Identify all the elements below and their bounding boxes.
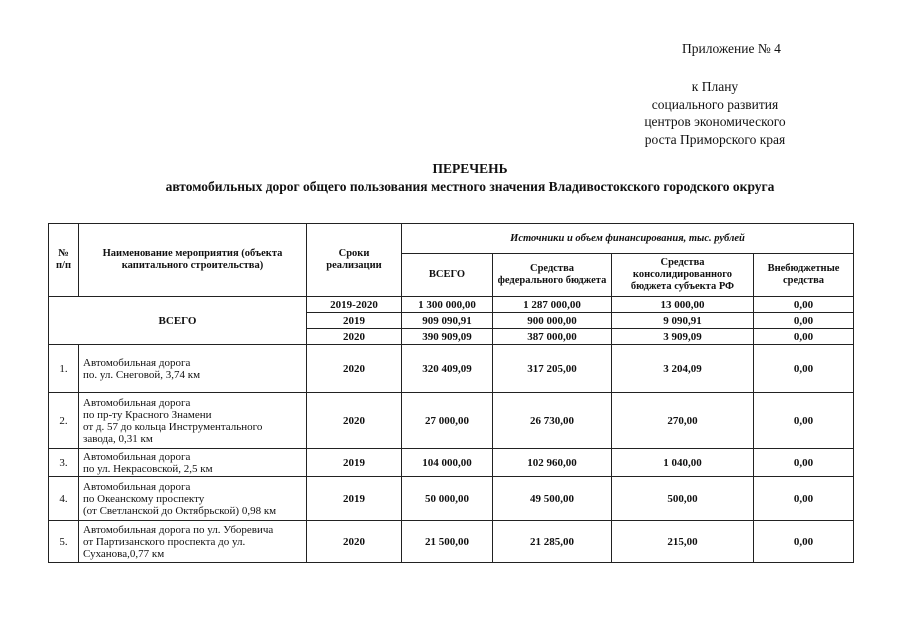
roads-table <box>48 223 854 563</box>
cell-name <box>79 393 307 449</box>
cell-total: 21 500,00 <box>402 521 493 563</box>
cell-period: 2019-2020 <box>307 297 402 313</box>
cell-num: 2. <box>49 393 79 449</box>
cell-num: 3. <box>49 449 79 477</box>
table-row <box>49 477 854 521</box>
name-line: завода, 0,31 км <box>83 432 153 445</box>
cell-regional: 500,00 <box>612 477 754 521</box>
cell-period: 2020 <box>307 345 402 393</box>
cell-num: 4. <box>49 477 79 521</box>
name-line: Суханова,0,77 км <box>83 547 165 560</box>
cell-name <box>79 521 307 563</box>
cell-total: 1 300 000,00 <box>402 297 493 313</box>
cell-period: 2019 <box>307 313 402 329</box>
table-row <box>49 345 854 393</box>
cell-federal: 900 000,00 <box>493 313 612 329</box>
cell-extra: 0,00 <box>754 477 854 521</box>
name-line: по. ул. Снеговой, 3,74 км <box>83 368 201 381</box>
cell-regional: 1 040,00 <box>612 449 754 477</box>
appendix-number: Приложение № 4 <box>682 41 781 56</box>
cell-extra: 0,00 <box>754 521 854 563</box>
cell-total: 390 909,09 <box>402 329 493 345</box>
cell-regional: 3 204,09 <box>612 345 754 393</box>
cell-federal: 26 730,00 <box>493 393 612 449</box>
cell-extra: 0,00 <box>754 393 854 449</box>
plan-reference <box>630 78 800 148</box>
plan-line: к Плану <box>691 79 739 94</box>
name-line: по Океанскому проспекту <box>83 492 205 505</box>
cell-federal: 317 205,00 <box>493 345 612 393</box>
cell-total: 909 090,91 <box>402 313 493 329</box>
cell-num: 5. <box>49 521 79 563</box>
total-label: ВСЕГО <box>49 297 307 345</box>
cell-extra: 0,00 <box>754 449 854 477</box>
name-line: по ул. Некрасовской, 2,5 км <box>83 462 213 475</box>
plan-line: роста Приморского края <box>644 131 786 147</box>
name-line: Автомобильная дорога <box>83 396 191 409</box>
cell-total: 27 000,00 <box>402 393 493 449</box>
cell-extra: 0,00 <box>754 297 854 313</box>
cell-period: 2019 <box>307 449 402 477</box>
table-row <box>49 393 854 449</box>
cell-federal: 21 285,00 <box>493 521 612 563</box>
cell-regional: 3 909,09 <box>612 329 754 345</box>
cell-federal: 49 500,00 <box>493 477 612 521</box>
cell-period: 2020 <box>307 329 402 345</box>
cell-num: 1. <box>49 345 79 393</box>
name-line: Автомобильная дорога по ул. Уборевича <box>83 523 274 536</box>
name-line: Автомобильная дорога <box>83 450 191 463</box>
col-header-federal: Средства федерального бюджета <box>493 254 612 297</box>
cell-period: 2020 <box>307 521 402 563</box>
name-line: по пр-ту Красного Знамени <box>83 408 212 421</box>
col-header-terms: Сроки реализации <box>307 224 402 297</box>
cell-regional: 270,00 <box>612 393 754 449</box>
col-header-extrabudget: Внебюджетные средства <box>754 254 854 297</box>
col-header-name: Наименование мероприятия (объекта капитального строительства) <box>79 224 307 297</box>
table-row <box>49 521 854 563</box>
cell-federal: 1 287 000,00 <box>493 297 612 313</box>
cell-extra: 0,00 <box>754 329 854 345</box>
cell-period: 2019 <box>307 477 402 521</box>
cell-total: 50 000,00 <box>402 477 493 521</box>
cell-extra: 0,00 <box>754 345 854 393</box>
plan-line: социального развития <box>651 96 779 112</box>
cell-period: 2020 <box>307 393 402 449</box>
document-title: ПЕРЕЧЕНЬ <box>432 161 508 176</box>
table-row <box>49 449 854 477</box>
cell-extra: 0,00 <box>754 313 854 329</box>
cell-regional: 215,00 <box>612 521 754 563</box>
name-line: от Партизанского проспекта до ул. <box>83 535 246 548</box>
cell-regional: 13 000,00 <box>612 297 754 313</box>
cell-name <box>79 477 307 521</box>
cell-name <box>79 449 307 477</box>
plan-line: центров экономического <box>644 114 786 129</box>
col-header-regional: Средства консолидированного бюджета субъекта РФ <box>612 254 754 297</box>
name-line: от д. 57 до кольца Инструментального <box>83 420 263 433</box>
col-header-sources: Источники и объем финансирования, тыс. рублей <box>402 224 854 254</box>
cell-regional: 9 090,91 <box>612 313 754 329</box>
cell-federal: 387 000,00 <box>493 329 612 345</box>
header-row <box>49 224 854 254</box>
total-row <box>49 297 854 313</box>
name-line: Автомобильная дорога <box>83 356 191 369</box>
name-line: Автомобильная дорога <box>83 480 191 493</box>
cell-name <box>79 345 307 393</box>
col-header-total: ВСЕГО <box>402 254 493 297</box>
cell-federal: 102 960,00 <box>493 449 612 477</box>
document-subtitle: автомобильных дорог общего пользования местного значения Владивостокского городского округа <box>165 179 775 194</box>
col-header-num: № п/п <box>49 224 79 297</box>
name-line: (от Светланской до Октябрьской) 0,98 км <box>83 504 277 517</box>
cell-total: 104 000,00 <box>402 449 493 477</box>
cell-total: 320 409,09 <box>402 345 493 393</box>
